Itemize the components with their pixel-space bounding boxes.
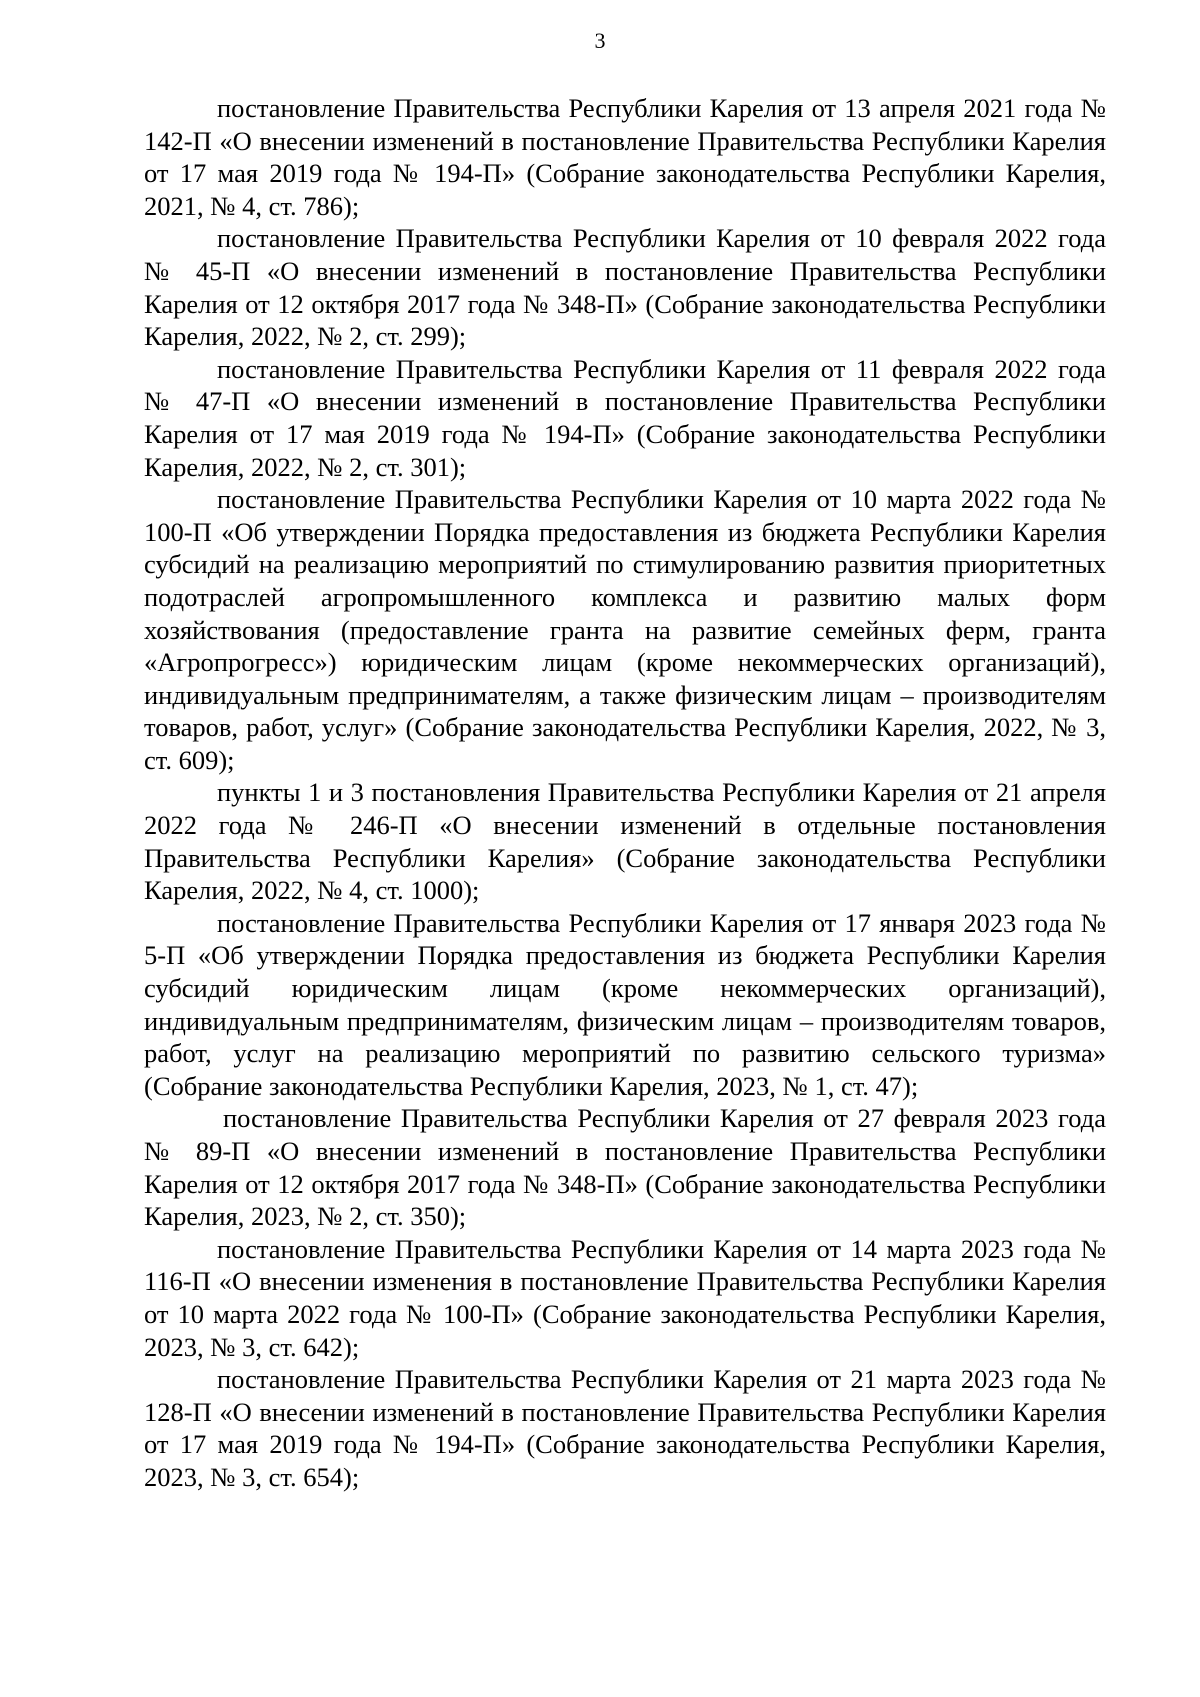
list-item-resolution-47p: постановление Правительства Республики Карелия от 11 февраля 2022 года № 47-П «О внесении изменений в постановление Правительства Республики Карелия от 17 мая 2019 года № 194-П» (Собрание законодательства Республики Карелия, 2022, № 2, ст. 301); bbox=[144, 353, 1106, 482]
list-item-resolution-45p: постановление Правительства Республики Карелия от 10 февраля 2022 года № 45-П «О внесении изменений в постановление Правительства Республики Карелия от 12 октября 2017 года № 348-П» (Собрание законодательства Республики Карелия, 2022, № 2, ст. 299); bbox=[144, 223, 1106, 352]
page-number: 3 bbox=[594, 28, 606, 53]
list-item-resolution-100p: постановление Правительства Республики Карелия от 10 марта 2022 года № 100-П «Об утверждении Порядка предоставления из бюджета Республики Карелия субсидий на реализацию мероприятий по стимулированию развития приоритетных подотраслей агропромышленного комплекса и развитию малых форм хозяйствования (предоставление гранта на развитие семейных ферм, гранта «Агропрогресс») юридическим лицам (кроме некоммерческих организаций), индивидуальным предпринимателям, а также физическим лицам – производителям товаров, работ, услуг» (Собрание законодательства Республики Карелия, 2022, № 3, ст. 609); bbox=[144, 484, 1106, 775]
document-body bbox=[144, 92, 1106, 1494]
list-item-resolution-89p: постановление Правительства Республики Карелия от 27 февраля 2023 года № 89-П «О внесении изменений в постановление Правительства Республики Карелия от 12 октября 2017 года № 348-П» (Собрание законодательства Республики Карелия, 2023, № 2, ст. 350); bbox=[144, 1103, 1106, 1232]
list-item-resolution-246p: пункты 1 и 3 постановления Правительства Республики Карелия от 21 апреля 2022 года № 246-П «О внесении изменений в отдельные постановления Правительства Республики Карелия» (Собрание законодательства Республики Карелия, 2022, № 4, ст. 1000); bbox=[144, 777, 1106, 906]
list-item-resolution-5p: постановление Правительства Республики Карелия от 17 января 2023 года № 5-П «Об утверждении Порядка предоставления из бюджета Республики Карелия субсидий юридическим лицам (кроме некоммерческих организаций), индивидуальным предпринимателям, физическим лицам – производителям товаров, работ, услуг на реализацию мероприятий по развитию сельского туризма» (Собрание законодательства Республики Карелия, 2023, № 1, ст. 47); bbox=[144, 907, 1106, 1101]
list-item-resolution-116p: постановление Правительства Республики Карелия от 14 марта 2023 года № 116-П «О внесении изменения в постановление Правительства Республики Карелия от 10 марта 2022 года № 100-П» (Собрание законодательства Республики Карелия, 2023, № 3, ст. 642); bbox=[144, 1233, 1106, 1362]
list-item-resolution-142p: постановление Правительства Республики Карелия от 13 апреля 2021 года № 142-П «О внесении изменений в постановление Правительства Республики Карелия от 17 мая 2019 года № 194-П» (Собрание законодательства Республики Карелия, 2021, № 4, ст. 786); bbox=[144, 93, 1106, 221]
list-item-resolution-128p: постановление Правительства Республики Карелия от 21 марта 2023 года № 128-П «О внесении изменений в постановление Правительства Республики Карелия от 17 мая 2019 года № 194-П» (Собрание законодательства Республики Карелия, 2023, № 3, ст. 654); bbox=[144, 1364, 1106, 1492]
